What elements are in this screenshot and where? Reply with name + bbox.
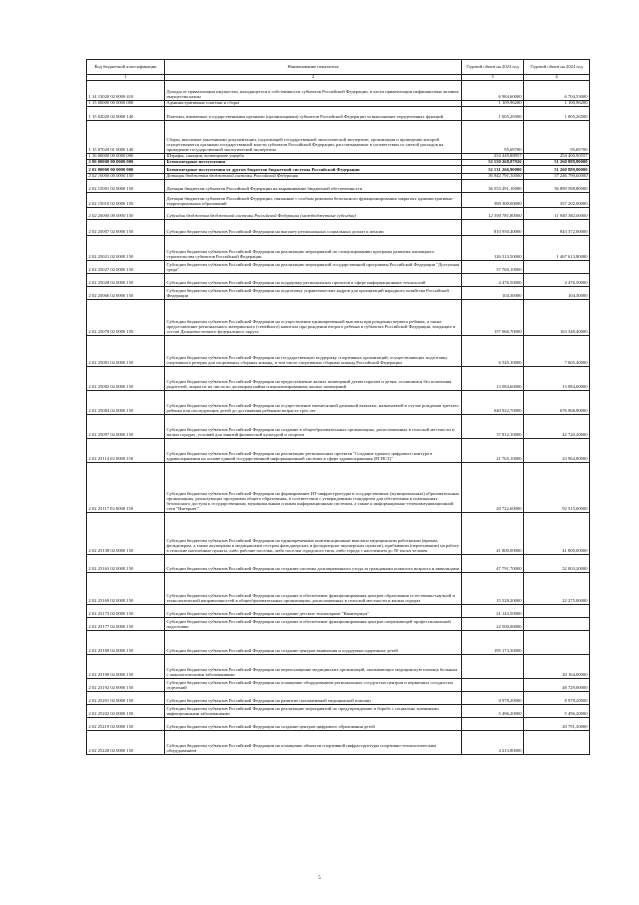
amount-2024-cell: 36 889 588,80000 xyxy=(524,180,590,193)
amount-2023-cell: 95,69700 xyxy=(462,121,524,154)
budget-code-cell: 2 02 25138 02 0000 150 xyxy=(87,513,165,555)
indicator-name-cell: Дотации бюджетам субъектов Российской Федерации, связанные с особым режимом безопасного функционирования закрытых административно-территориальных образований xyxy=(165,193,462,208)
amount-2023-cell: 47 791,70000 xyxy=(462,555,524,573)
amount-2023-cell: 6 984,60000 xyxy=(462,81,524,101)
amount-2024-cell: 92 515,60000 xyxy=(524,463,590,513)
amount-2024-cell: 52 003,20000 xyxy=(524,555,590,573)
budget-code-cell: 2 02 25219 02 0000 150 xyxy=(87,718,165,731)
amount-2023-cell: 13 084,60000 xyxy=(462,367,524,391)
table-row xyxy=(87,655,590,679)
amount-2023-cell: 37 812,10000 xyxy=(462,415,524,439)
amount-2024-cell: 13 084,60000 xyxy=(524,367,590,391)
indicator-name-cell: Субсидии бюджетам субъектов Российской Федерации на предоставление жилых помещений детям-сиротам и детям, оставшимся без попечения родителей, лицам из их числа по договорам найма специализированных жилых помещений xyxy=(165,367,462,391)
budget-code-cell: 2 02 25097 02 0000 150 xyxy=(87,415,165,439)
header-row xyxy=(87,60,590,75)
amount-2023-cell: 12 394 781,80000 xyxy=(462,208,524,220)
amount-2023-cell: 157 066,70000 xyxy=(462,300,524,336)
budget-code-cell: 2 02 20000 00 0000 150 xyxy=(87,208,165,220)
table-row xyxy=(87,208,590,220)
amount-2023-cell: 21 765,10000 xyxy=(462,439,524,463)
header-name: Наименование показателя xyxy=(165,60,462,75)
column-index: 2 xyxy=(165,75,462,81)
amount-2024-cell: 20 791,30000 xyxy=(524,718,590,731)
table-row xyxy=(87,439,590,463)
indicator-name-cell: Субсидии бюджетам субъектов Российской Федерации на создание центров цифрового образования детей xyxy=(165,718,462,731)
indicator-name-cell: Субсидии бюджетам субъектов Российской Федерации на создание и обеспечение функционирования центров опережающей профессиональной подготовки xyxy=(165,618,462,631)
table-row xyxy=(87,573,590,605)
indicator-name-cell: Субсидии бюджетам субъектов Российской Федерации на реализацию региональных проектов "Создание единого цифрового контура в здравоохранении на основе единой государственной информационной системы в сфере здравоохранения (ЕГИСЗ)" xyxy=(165,439,462,463)
amount-2024-cell: 22 275,00000 xyxy=(524,573,590,605)
budget-code-cell: 1 15 00000 00 0000 000 xyxy=(87,101,165,107)
table-row xyxy=(87,367,590,391)
budget-code-cell: 2 02 25027 02 0000 150 xyxy=(87,261,165,274)
table-row xyxy=(87,261,590,274)
amount-2023-cell: 21 143,50000 xyxy=(462,605,524,618)
table-row xyxy=(87,391,590,415)
amount-2023-cell: 195 173,30000 xyxy=(462,631,524,655)
table-row xyxy=(87,555,590,573)
amount-2023-cell: 254 449,88957 xyxy=(462,154,524,160)
indicator-name-cell: Субсидии бюджетам бюджетной системы Российской Федерации (межбюджетные субсидии) xyxy=(165,208,462,220)
table-row xyxy=(87,107,590,121)
indicator-name-cell: Сборы, вносимые заказчиками документации, подлежащей государственной экологической экспертизе, организация и проведение которой осуществляются органами государственной власти субъектов Российской Федерации, рассчитываемые в соответствии со сметой расходов на проведение государственной экологической экспертизы xyxy=(165,121,462,154)
table-row xyxy=(87,718,590,731)
table-row xyxy=(87,731,590,755)
amount-2024-cell: 5 496,20000 xyxy=(524,705,590,718)
budget-code-cell: 2 00 00000 00 0000 000 xyxy=(87,160,165,166)
amount-2023-cell xyxy=(462,655,524,679)
table-row xyxy=(87,180,590,193)
column-index: 3 xyxy=(462,75,524,81)
indicator-name-cell: Платежи, взимаемые государственными органами (организациями) субъектов Российской Федерации за выполнение определенных функций xyxy=(165,107,462,121)
indicator-name-cell: Дотации бюджетам субъектов Российской Федерации на выравнивание бюджетной обеспеченности xyxy=(165,180,462,193)
amount-2024-cell: 1 005,26500 xyxy=(524,107,590,121)
amount-2023-cell: 37 760,10000 xyxy=(462,261,524,274)
amount-2023-cell: 6 545,10000 xyxy=(462,336,524,367)
budget-code-cell: 2 02 25117 02 0000 150 xyxy=(87,463,165,513)
amount-2023-cell xyxy=(462,679,524,692)
amount-2024-cell: 8 978,20000 xyxy=(524,692,590,705)
amount-2023-cell: 5 496,20000 xyxy=(462,705,524,718)
page-number: 5 xyxy=(318,876,321,881)
table-row xyxy=(87,236,590,261)
amount-2024-cell: 37 246 790,60000 xyxy=(524,174,590,180)
amount-2023-cell: 52 131 266,90000 xyxy=(462,166,524,174)
budget-code-cell: 1 15 07020 01 0000 140 xyxy=(87,121,165,154)
budget-code-cell: 2 02 25084 02 0000 150 xyxy=(87,391,165,415)
budget-code-cell: 2 02 25081 02 0000 150 xyxy=(87,336,165,367)
table-row xyxy=(87,193,590,208)
amount-2024-cell: 23 964,80000 xyxy=(524,439,590,463)
indicator-name-cell: Субсидии бюджетам субъектов Российской Федерации на реализацию мероприятий по предупреждению и борьбе с социально значимыми инфекционными заболеваниями xyxy=(165,705,462,718)
amount-2024-cell: 51 260 889,80000 xyxy=(524,166,590,174)
budget-code-cell: 2 02 00000 00 0000 000 xyxy=(87,166,165,174)
budget-code-cell: 2 02 25177 02 0000 150 xyxy=(87,618,165,631)
amount-2023-cell: 22 500,00000 xyxy=(462,618,524,631)
budget-code-cell: 2 02 25190 02 0000 150 xyxy=(87,655,165,679)
table-header xyxy=(87,60,590,81)
amount-2024-cell: 95,69700 xyxy=(524,121,590,154)
indicator-name-cell: Субсидии бюджетам субъектов Российской Федерации на создание и обеспечение функционирования центров образования естественно-научной и технологической направленностей в общеобразовательных организациях, расположенных в сельской местности и малых городах xyxy=(165,573,462,605)
budget-code-cell: 2 02 25163 02 0000 150 xyxy=(87,555,165,573)
table-row xyxy=(87,692,590,705)
amount-2024-cell xyxy=(524,605,590,618)
amount-2024-cell: 6 704,53000 xyxy=(524,81,590,101)
indicator-name-cell: Субсидии бюджетам субъектов Российской Федерации на государственную поддержку спортивных организаций, осуществляющих подготовку спортивного резерва для спортивных сборных команд, в том числе спортивных сборных команд Российской Федерации xyxy=(165,336,462,367)
amount-2024-cell: 1 100,96200 xyxy=(524,101,590,107)
amount-2023-cell: 810 950,40000 xyxy=(462,220,524,236)
budget-code-cell: 2 02 25078 02 0000 150 xyxy=(87,300,165,336)
budget-code-cell: 2 02 25201 02 0000 150 xyxy=(87,692,165,705)
amount-2023-cell: 104,30000 xyxy=(462,287,524,300)
amount-2023-cell: 126 513,50000 xyxy=(462,236,524,261)
column-index: 4 xyxy=(524,75,590,81)
amount-2023-cell: 36 942 791,10000 xyxy=(462,174,524,180)
amount-2024-cell: 51 260 889,80000 xyxy=(524,160,590,166)
table-row xyxy=(87,618,590,631)
indicator-name-cell: Безвозмездные поступления от других бюджетов бюджетной системы Российской Федерации xyxy=(165,166,462,174)
amount-2024-cell: 7 605,40000 xyxy=(524,336,590,367)
amount-2023-cell: 15 528,20000 xyxy=(462,573,524,605)
amount-2024-cell xyxy=(524,731,590,755)
indicator-name-cell: Субсидии бюджетам субъектов Российской Федерации на осуществление единовременной выплаты при рождении первого ребенка, а также предоставление регионального материнского (семейного) капитала при рождении второго ребенка в субъектах Российской Федерации, входящих в состав Дальневосточного федерального округа xyxy=(165,300,462,336)
revenue-table-sheet xyxy=(86,59,589,755)
amount-2024-cell: 254 400,90557 xyxy=(524,154,590,160)
amount-2023-cell: 20 722,60000 xyxy=(462,463,524,513)
indicator-name-cell: Субсидии бюджетам субъектов Российской Федерации на поддержку региональных проектов в сфере информационных технологий xyxy=(165,274,462,287)
indicator-name-cell: Дотации бюджетам бюджетной системы Российской Федерации xyxy=(165,174,462,180)
budget-code-cell: 2 02 25082 02 0000 150 xyxy=(87,367,165,391)
table-body xyxy=(87,81,590,755)
amount-2024-cell: 42 720,20000 xyxy=(524,415,590,439)
table-row xyxy=(87,121,590,154)
amount-2024-cell: 11 940 382,00000 xyxy=(524,208,590,220)
amount-2023-cell: 640 922,70000 xyxy=(462,391,524,415)
budget-code-cell: 2 02 25202 02 0000 150 xyxy=(87,705,165,718)
indicator-name-cell: Субсидии бюджетам субъектов Российской Федерации на переоснащение медицинских организаций, оказывающих медицинскую помощь больным с онкологическими заболеваниями xyxy=(165,655,462,679)
budget-code-cell: 1 16 00000 00 0000 000 xyxy=(87,154,165,160)
amount-2023-cell: 36 553 491,10000 xyxy=(462,180,524,193)
budget-code-cell: 2 02 25189 02 0000 150 xyxy=(87,631,165,655)
indicator-name-cell: Административные платежи и сборы xyxy=(165,101,462,107)
budget-code-cell: 2 02 25173 02 0000 150 xyxy=(87,605,165,618)
amount-2023-cell: 52 150 268,87926 xyxy=(462,160,524,166)
table-row xyxy=(87,287,590,300)
amount-2024-cell xyxy=(524,631,590,655)
amount-2024-cell: 843 372,00000 xyxy=(524,220,590,236)
table-row xyxy=(87,220,590,236)
indicator-name-cell: Субсидии бюджетам субъектов Российской Федерации на осуществление ежемесячной денежной выплаты, назначаемой в случае рождения третьего ребенка или последующих детей до достижения ребенком возраста трех лет xyxy=(165,391,462,415)
budget-code-cell: 2 02 25007 02 0000 150 xyxy=(87,220,165,236)
amount-2024-cell: 163 348,40000 xyxy=(524,300,590,336)
indicator-name-cell: Субсидии бюджетам субъектов Российской Федерации на выплату региональных социальных доплат к пенсии xyxy=(165,220,462,236)
amount-2023-cell: 4 213,80000 xyxy=(462,731,524,755)
budget-code-cell: 2 02 25066 02 0000 150 xyxy=(87,287,165,300)
table-row xyxy=(87,463,590,513)
table-row xyxy=(87,336,590,367)
budget-code-cell: 2 02 25192 02 0000 150 xyxy=(87,679,165,692)
budget-code-cell: 2 02 25228 02 0000 150 xyxy=(87,731,165,755)
budget-code-cell: 2 02 25021 02 0000 150 xyxy=(87,236,165,261)
budget-code-cell: 2 02 25169 02 0000 150 xyxy=(87,573,165,605)
amount-2023-cell: 8 978,20000 xyxy=(462,692,524,705)
amount-2023-cell: 389 300,00000 xyxy=(462,193,524,208)
indicator-name-cell: Субсидии бюджетам субъектов Российской Федерации на создание системы долговременного ухода за гражданами пожилого возраста и инвалидами xyxy=(165,555,462,573)
budget-code-cell: 2 02 10000 00 0000 150 xyxy=(87,174,165,180)
amount-2023-cell: 4 476,50000 xyxy=(462,274,524,287)
table-row xyxy=(87,705,590,718)
header-2024: Годовой объем на 2024 год xyxy=(524,60,590,75)
indicator-name-cell: Субсидии бюджетам субъектов Российской Федерации на оснащение объектов спортивной инфраструктуры спортивно-технологическим оборудованием xyxy=(165,731,462,755)
indicator-name-cell: Субсидии бюджетам субъектов Российской Федерации на создание центров выявления и поддержки одаренных детей xyxy=(165,631,462,655)
column-index: 1 xyxy=(87,75,165,81)
amount-2024-cell: 48 729,00000 xyxy=(524,679,590,692)
indicator-name-cell: Субсидии бюджетам субъектов Российской Федерации на подготовку управленческих кадров для организаций народного хозяйства Российской Федерации xyxy=(165,287,462,300)
budget-code-cell: 2 02 25028 02 0000 150 xyxy=(87,274,165,287)
amount-2024-cell: 41 800,00000 xyxy=(524,513,590,555)
indicator-name-cell: Субсидии бюджетам субъектов Российской Федерации на создание в общеобразовательных организациях, расположенных в сельской местности и малых городах, условий для занятий физической культурой и спортом xyxy=(165,415,462,439)
budget-code-cell: 2 02 15010 02 0000 150 xyxy=(87,193,165,208)
table-row xyxy=(87,274,590,287)
indicator-name-cell: Субсидии бюджетам субъектов Российской Федерации на создание детских технопарков "Кванториум" xyxy=(165,605,462,618)
header-2023: Годовой объем на 2023 год xyxy=(462,60,524,75)
indicator-name-cell: Субсидии бюджетам субъектов Российской Федерации на реализацию мероприятий государственной программы Российской Федерации "Доступная среда" xyxy=(165,261,462,274)
amount-2024-cell xyxy=(524,618,590,631)
amount-2024-cell: 357 202,00000 xyxy=(524,193,590,208)
budget-code-cell: 2 02 15001 02 0000 150 xyxy=(87,180,165,193)
indicator-name-cell: Субсидии бюджетам субъектов Российской Федерации на оснащение оборудованием региональных сосудистых центров и первичных сосудистых отделений xyxy=(165,679,462,692)
indicator-name-cell: Субсидии бюджетам субъектов Российской Федерации на единовременные компенсационные выплаты медицинским работникам (врачам, фельдшерам, а также акушеркам и медицинским сестрам фельдшерских и фельдшерско-акушерских пунктов), прибывшим (переехавшим) на работу в сельские населенные пункты, либо рабочие поселки, либо поселки городского типа, либо города с населением до 50 тысяч человек xyxy=(165,513,462,555)
table-row xyxy=(87,631,590,655)
amount-2024-cell: 104,30000 xyxy=(524,287,590,300)
amount-2024-cell: 1 467 613,80000 xyxy=(524,236,590,261)
indicator-name-cell: Субсидии бюджетам субъектов Российской Федерации на реализацию мероприятий по стимулированию программ развития жилищного строительства субъектов Российской Федерации xyxy=(165,236,462,261)
table-row xyxy=(87,679,590,692)
amount-2024-cell: 676 968,90000 xyxy=(524,391,590,415)
amount-2023-cell xyxy=(462,718,524,731)
amount-2023-cell: 1 109,96200 xyxy=(462,101,524,107)
budget-code-cell: 2 02 25114 02 0000 150 xyxy=(87,439,165,463)
table-row xyxy=(87,513,590,555)
table-row xyxy=(87,81,590,101)
table-row xyxy=(87,415,590,439)
budget-code-cell: 1 14 13020 02 0000 410 xyxy=(87,81,165,101)
indicator-name-cell: Субсидии бюджетам субъектов Российской Федерации на развитие паллиативной медицинской помощи xyxy=(165,692,462,705)
table-row xyxy=(87,605,590,618)
indicator-name-cell: Штрафы, санкции, возмещение ущерба xyxy=(165,154,462,160)
amount-2024-cell: 20 164,00000 xyxy=(524,655,590,679)
indicator-name-cell: Субсидии бюджетам субъектов Российской Федерации на формирование ИТ-инфраструктуры в государственных (муниципальных) образовательных организациях, реализующих программы общего образования, в соответствии с утвержденным стандартом для обеспечения в помещениях безопасного доступа к государственным, муниципальным и иным информационным системам, а также к информационно-телекоммуникационной сети "Интернет" xyxy=(165,463,462,513)
amount-2024-cell xyxy=(524,261,590,274)
amount-2023-cell: 1 005,26500 xyxy=(462,107,524,121)
revenue-table xyxy=(86,59,590,755)
table-row xyxy=(87,300,590,336)
amount-2024-cell: 4 476,50000 xyxy=(524,274,590,287)
header-code: Код бюджетной классификации xyxy=(87,60,165,75)
amount-2023-cell: 41 800,00000 xyxy=(462,513,524,555)
budget-code-cell: 1 15 02020 02 0000 140 xyxy=(87,107,165,121)
indicator-name-cell: Безвозмездные поступления xyxy=(165,160,462,166)
indicator-name-cell: Доходы от приватизации имущества, находящегося в собственности субъектов Российской Федерации, в части приватизации нефинансовых активов имущества казны xyxy=(165,81,462,101)
